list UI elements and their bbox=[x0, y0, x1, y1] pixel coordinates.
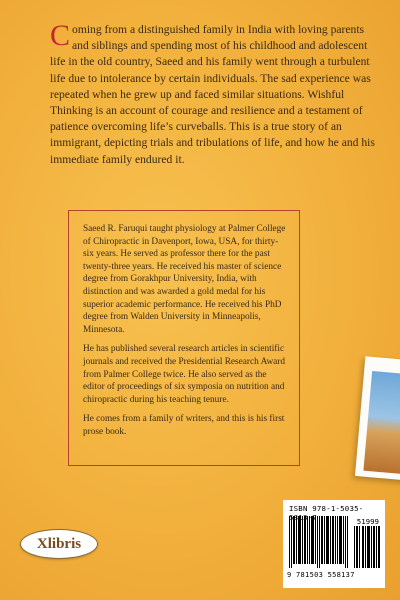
author-photo bbox=[355, 356, 400, 483]
xlibris-logo bbox=[20, 529, 98, 559]
barcode-supplement-bars bbox=[354, 526, 380, 568]
barcode-digits: 9 781503 558137 bbox=[287, 571, 355, 579]
blurb-text: oming from a distinguished family in India with loving parents and siblings and spending most of his childhood and adolescent life in the old country, Saeed and his family went through a turbulent life due to intolerance by certain individuals. The sad experience was repeated when he grew up and faced similar situations. Wishful Thinking is an account of courage and resilience and a testament of patience overcoming life’s curveballs. This is a true story of an immigrant, depicting trials and tribulations of life, and how he and his immediate family endured it. bbox=[50, 23, 375, 166]
back-cover-blurb bbox=[50, 19, 380, 168]
bio-paragraph-2: He has published several research articles in scientific journals and received the Presidential Research Award from Palmer College twice. He also served as the editor of proceedings of six symposia on nutrition and chiropractic during his teaching tenure. bbox=[83, 344, 286, 405]
price-code: 51999 bbox=[356, 517, 379, 526]
isbn-barcode bbox=[283, 500, 385, 588]
author-bio-box bbox=[68, 210, 300, 466]
drop-cap: C bbox=[50, 19, 71, 52]
bio-paragraph-3: He comes from a family of writers, and this is his first prose book. bbox=[83, 414, 285, 437]
isbn-label: ISBN 978-1-5035- 8 7 bbox=[289, 504, 364, 522]
barcode-bars bbox=[289, 516, 349, 568]
publisher-logo-text: Xlibris bbox=[36, 535, 82, 552]
bio-paragraph-1: Saeed R. Faruqui taught physiology at Palmer College of Chiropractic in Davenport, Iowa, USA, for thirty-six years. He served as professor there for the past twenty-three years. He received his master of science degree from Gorakhpur University, India, with distinction and was awarded a gold medal for his superior academic performance. He received his PhD degree from Walden University in Minneapolis, Minnesota. bbox=[83, 224, 286, 335]
photo-image bbox=[363, 371, 400, 478]
